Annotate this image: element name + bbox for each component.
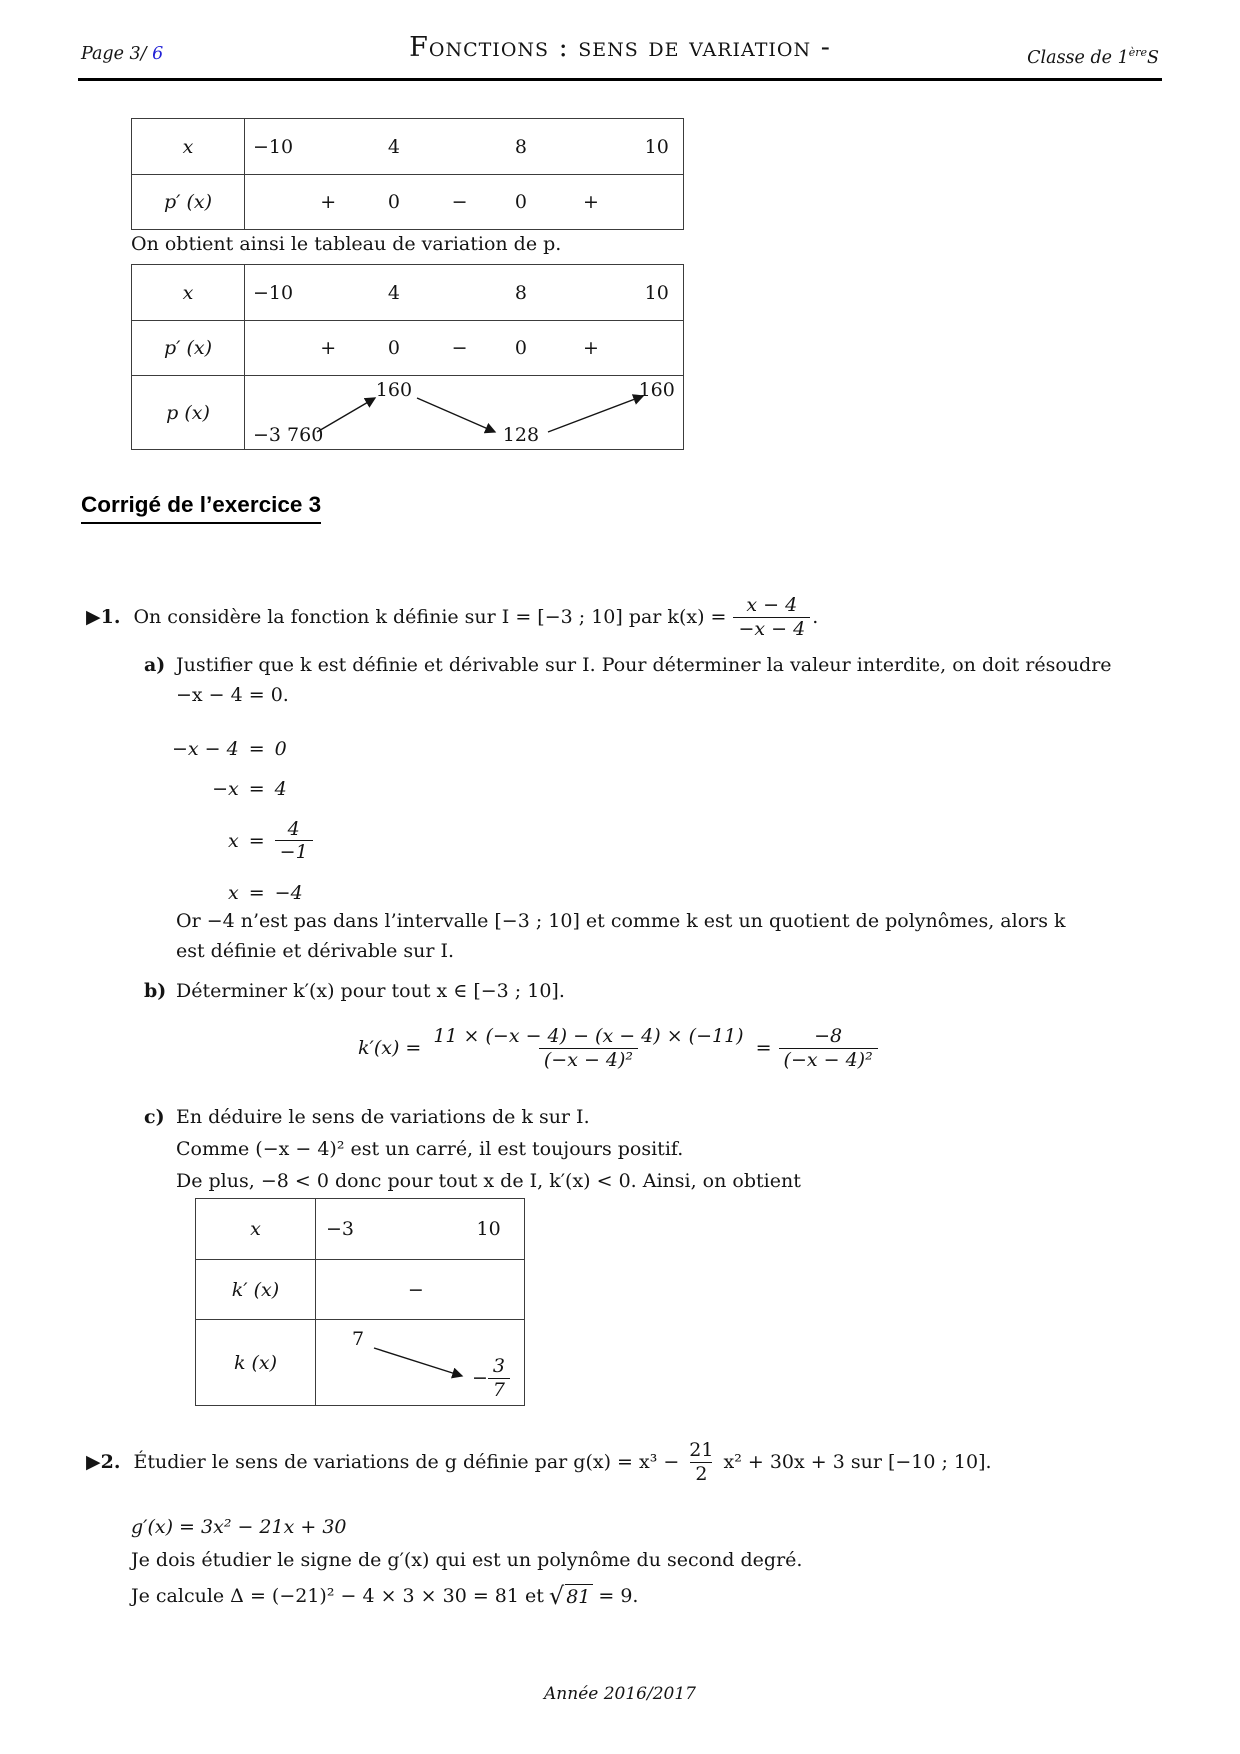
square-root-content: 81 bbox=[565, 1584, 593, 1608]
x-value: 10 bbox=[644, 281, 669, 304]
table-row-derivative-sign bbox=[196, 1259, 524, 1319]
row-values-dk bbox=[316, 1260, 524, 1319]
q1c-line3: De plus, −8 < 0 donc pour tout x de I, k′(x) < 0. Ainsi, on obtient bbox=[176, 1170, 801, 1192]
fraction-numerator: 3 bbox=[492, 1355, 505, 1378]
x-value: 8 bbox=[514, 281, 527, 304]
equals-sign: = bbox=[248, 738, 265, 760]
x-value: 4 bbox=[387, 281, 400, 304]
sign-value: − bbox=[451, 191, 468, 213]
variation-table-p bbox=[131, 264, 684, 450]
fraction-21-2 bbox=[684, 1439, 718, 1485]
fraction-denominator: (−x − 4)² bbox=[539, 1048, 638, 1071]
row-values-k bbox=[316, 1320, 524, 1405]
x-value: −3 bbox=[326, 1218, 355, 1240]
min-value: 128 bbox=[502, 424, 540, 446]
class-suffix: S bbox=[1147, 47, 1159, 68]
max-value: 160 bbox=[638, 379, 675, 401]
table-row-x bbox=[132, 265, 683, 320]
max-value: 7 bbox=[352, 1328, 365, 1350]
equals-sign: = bbox=[248, 778, 265, 800]
fraction-numerator: x − 4 bbox=[746, 594, 798, 617]
q1a-solving-steps bbox=[172, 738, 313, 904]
fraction-numerator: 11 × (−x − 4) − (x − 4) × (−11) bbox=[433, 1025, 744, 1048]
sign-value: + bbox=[320, 191, 337, 213]
min-value: −3 760 bbox=[253, 424, 324, 446]
row-label-dk: k′ (x) bbox=[196, 1260, 316, 1319]
q2-derivative-line: g′(x) = 3x² − 21x + 30 bbox=[131, 1516, 347, 1538]
q1a-remark: Or −4 n’est pas dans l’intervalle [−3 ; 10] et comme k est un quotient de polynômes, alors k est définie et dérivable sur I. bbox=[176, 910, 1066, 963]
footer-year: Année 2016/2017 bbox=[544, 1684, 696, 1704]
x-value: −10 bbox=[253, 281, 294, 304]
step-lhs: x bbox=[228, 829, 239, 852]
row-values-x bbox=[245, 265, 683, 320]
item-marker: ▶1. bbox=[86, 606, 121, 628]
x-value: 4 bbox=[387, 135, 400, 158]
table-row-x bbox=[196, 1199, 524, 1259]
table-row-variations bbox=[196, 1319, 524, 1405]
sign-value: 0 bbox=[387, 191, 400, 213]
equals-sign: = bbox=[755, 1037, 772, 1059]
sign-value: − bbox=[407, 1278, 424, 1301]
row-label-dp: p′ (x) bbox=[132, 175, 245, 229]
sentence-period: . bbox=[812, 606, 819, 628]
sqrt-result: = 9. bbox=[598, 1585, 639, 1607]
q1a-block bbox=[144, 650, 1129, 710]
q1c-line2: Comme (−x − 4)² est un carré, il est toujours positif. bbox=[176, 1138, 684, 1160]
equation-lhs: k′(x) = bbox=[358, 1037, 422, 1059]
step-lhs: −x bbox=[212, 778, 239, 800]
q1b-text: Déterminer k′(x) pour tout x ∈ [−3 ; 10]. bbox=[176, 980, 565, 1002]
min-value-fraction bbox=[472, 1355, 510, 1401]
q1b-derivative-equation bbox=[358, 1008, 878, 1088]
q1b-block bbox=[144, 976, 1104, 1006]
x-value: 10 bbox=[476, 1218, 501, 1240]
exercise3-q1-intro bbox=[86, 585, 818, 649]
row-values-x bbox=[245, 119, 683, 174]
fraction-k bbox=[733, 594, 810, 640]
q1a-text: Justifier que k est définie et dérivable sur I. Pour déterminer la valeur interdite, on doit résoudre −x − 4 = 0. bbox=[176, 654, 1112, 707]
page-label: Page 3/ bbox=[81, 44, 147, 64]
header-rule bbox=[78, 78, 1162, 81]
q1-intro-text: On considère la fonction k définie sur I = [−3 ; 10] par k(x) = bbox=[133, 606, 727, 628]
sign-value: 0 bbox=[514, 191, 527, 213]
step-rhs: 4 bbox=[274, 778, 287, 800]
fraction-denominator: −x − 4 bbox=[733, 617, 810, 640]
sign-value: + bbox=[320, 337, 337, 359]
header-page-indicator bbox=[81, 44, 163, 64]
row-values-x bbox=[316, 1199, 524, 1259]
fraction-denominator: (−x − 4)² bbox=[779, 1048, 878, 1071]
row-label-x: x bbox=[196, 1199, 316, 1259]
document-title: Fonctions : sens de variation - bbox=[409, 32, 831, 63]
step-lhs: −x − 4 bbox=[172, 738, 239, 760]
row-values-p bbox=[245, 376, 683, 449]
exercise3-q2-intro bbox=[86, 1432, 992, 1492]
q1c-text: En déduire le sens de variations de k sur I. bbox=[176, 1106, 590, 1128]
row-label-x: x bbox=[132, 265, 245, 320]
caption-variation-p: On obtient ainsi le tableau de variation de p. bbox=[131, 233, 562, 255]
equals-sign: = bbox=[248, 881, 265, 904]
item-marker: ▶2. bbox=[86, 1451, 121, 1473]
step-rhs: 0 bbox=[274, 738, 287, 760]
row-label-p: p (x) bbox=[132, 376, 245, 449]
subitem-label-a: a) bbox=[144, 654, 166, 676]
page-total-link[interactable]: 6 bbox=[152, 44, 164, 64]
fraction-sign: − bbox=[471, 1367, 488, 1390]
derivative-fraction bbox=[428, 1025, 748, 1071]
fraction-denominator: 7 bbox=[488, 1378, 510, 1401]
subitem-label-c: c) bbox=[144, 1106, 165, 1128]
sign-value: 0 bbox=[387, 337, 400, 359]
q2-intro-after: x² + 30x + 3 sur [−10 ; 10]. bbox=[723, 1451, 992, 1473]
simplified-fraction bbox=[779, 1025, 878, 1071]
step-rhs: −4 bbox=[274, 881, 303, 904]
subitem-label-b: b) bbox=[144, 980, 167, 1002]
variation-table-k bbox=[195, 1198, 525, 1406]
fraction-numerator: −8 bbox=[814, 1025, 843, 1048]
table-row-variations bbox=[132, 375, 683, 449]
sign-value: + bbox=[583, 337, 599, 359]
equals-sign: = bbox=[248, 829, 265, 852]
q2-discriminant-line bbox=[131, 1580, 638, 1612]
sign-value: − bbox=[451, 337, 468, 359]
row-label-x: x bbox=[132, 119, 245, 174]
sign-table-p bbox=[131, 118, 684, 230]
table-row-x bbox=[132, 119, 683, 174]
square-root-icon: √ bbox=[548, 1582, 565, 1610]
row-values-dp bbox=[245, 175, 683, 229]
table-row-derivative-sign bbox=[132, 320, 683, 375]
q2-intro-before: Étudier le sens de variations de g définie par g(x) = x³ − bbox=[133, 1451, 680, 1473]
class-prefix: Classe de 1 bbox=[1027, 47, 1129, 68]
q1c-block bbox=[144, 1102, 1104, 1132]
sign-value: + bbox=[583, 191, 599, 213]
q2-explanation-line: Je dois étudier le signe de g′(x) qui est un polynôme du second degré. bbox=[131, 1549, 803, 1571]
fraction-numerator: 4 bbox=[287, 818, 300, 840]
row-label-k: k (x) bbox=[196, 1320, 316, 1405]
fraction-numerator: 21 bbox=[689, 1439, 714, 1462]
fraction-denominator: 2 bbox=[690, 1462, 712, 1485]
sign-value: 0 bbox=[514, 337, 527, 359]
section-heading: Corrigé de l’exercice 3 bbox=[81, 492, 321, 524]
row-label-dp: p′ (x) bbox=[132, 321, 245, 375]
step-lhs: x bbox=[228, 881, 239, 904]
fraction-denominator: −1 bbox=[275, 840, 313, 863]
max-value: 160 bbox=[375, 379, 413, 401]
x-value: 10 bbox=[644, 135, 669, 158]
row-values-dp bbox=[245, 321, 683, 375]
table-row-derivative-sign bbox=[132, 174, 683, 229]
class-superscript: ère bbox=[1128, 46, 1147, 59]
x-value: 8 bbox=[514, 135, 527, 158]
header-class-label bbox=[1027, 46, 1159, 68]
step-rhs-fraction bbox=[275, 818, 313, 864]
x-value: −10 bbox=[253, 135, 294, 158]
delta-computation: Je calcule Δ = (−21)² − 4 × 3 × 30 = 81 et bbox=[131, 1585, 544, 1607]
